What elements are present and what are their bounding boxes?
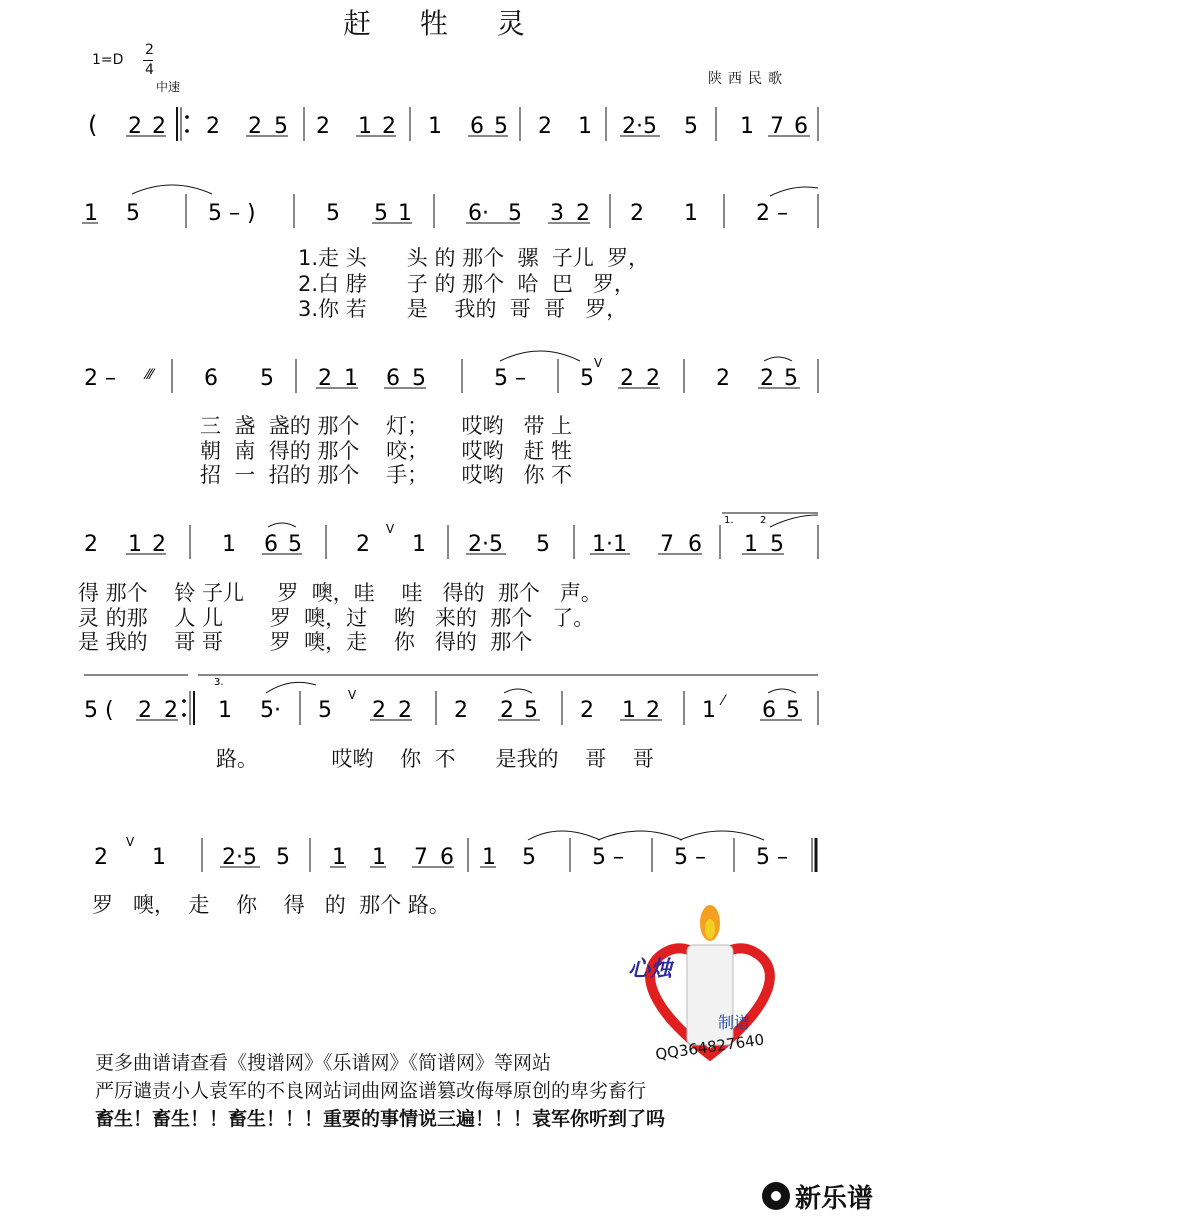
svg-text:2: 2 — [128, 114, 142, 139]
svg-text:5: 5 — [524, 698, 538, 723]
svg-text:1: 1 — [622, 698, 636, 723]
svg-text:1: 1 — [218, 698, 232, 723]
maker-label: 制谱 — [718, 1013, 751, 1032]
svg-text:2: 2 — [356, 532, 370, 557]
svg-text:5 –: 5 – — [494, 366, 526, 391]
site-logo-icon — [760, 1180, 792, 1212]
time-signature-line — [143, 60, 153, 61]
svg-text:2: 2 — [630, 201, 644, 226]
svg-text:5: 5 — [580, 366, 594, 391]
svg-text:⁄⁄⁄: ⁄⁄⁄ — [146, 367, 154, 383]
svg-text:5: 5 — [684, 114, 698, 139]
svg-text:5: 5 — [786, 698, 800, 723]
svg-text:1: 1 — [152, 845, 166, 870]
svg-text:2: 2 — [138, 698, 152, 723]
svg-text:1: 1 — [332, 845, 346, 870]
svg-text:5: 5 — [126, 201, 140, 226]
svg-text:5: 5 — [784, 366, 798, 391]
svg-text:1: 1 — [222, 532, 236, 557]
staff-3 — [80, 355, 820, 395]
time-signature-top: 2 — [145, 42, 154, 58]
svg-text:2: 2 — [500, 698, 514, 723]
staff-6 — [80, 834, 820, 874]
svg-text:6: 6 — [688, 532, 702, 557]
footer-note: 畜生！畜生！！畜生！！！重要的事情说三遍！！！袁军你听到了吗 — [95, 1108, 666, 1130]
svg-text:6: 6 — [794, 114, 808, 139]
lyrics-line: 是 我的 哥 哥 罗 噢，走 你 得的 那个 — [78, 630, 533, 654]
svg-text:2: 2 — [398, 698, 412, 723]
svg-text:5: 5 — [494, 114, 508, 139]
svg-text:2: 2 — [646, 366, 660, 391]
lyrics-line: 朝 南 得的 那个 咬； 哎哟 赶 牲 — [200, 439, 573, 463]
staff-2-notation — [80, 190, 820, 230]
svg-text:2: 2 — [94, 845, 108, 870]
staff-2 — [80, 190, 820, 230]
svg-text:2: 2 — [760, 515, 767, 526]
svg-text:1·1: 1·1 — [592, 532, 627, 557]
time-signature-bottom: 4 — [145, 62, 154, 78]
svg-text:5: 5 — [770, 532, 784, 557]
svg-text:5 (: 5 ( — [84, 698, 114, 723]
svg-text:5 –: 5 – — [592, 845, 624, 870]
svg-text:2·5: 2·5 — [468, 532, 503, 557]
svg-text:5·: 5· — [260, 698, 281, 723]
svg-text:5 –: 5 – — [756, 845, 788, 870]
maker-name: 心烛 — [628, 957, 673, 982]
staff-4-notation — [80, 515, 820, 561]
footer-note: 更多曲谱请查看《搜谱网》《乐谱网》《简谱网》等网站 — [95, 1052, 552, 1074]
svg-text:5 – ): 5 – ) — [208, 201, 256, 226]
svg-text:2 –: 2 – — [756, 201, 788, 226]
svg-text:7: 7 — [414, 845, 428, 870]
svg-text:⁄: ⁄ — [722, 693, 725, 709]
svg-text:V: V — [126, 835, 135, 849]
svg-text:5 –: 5 – — [674, 845, 706, 870]
lyrics-line: 2.白 脖 子 的 那个 哈 巴 罗， — [298, 272, 635, 296]
svg-text:3: 3 — [550, 201, 564, 226]
svg-text:2: 2 — [372, 698, 386, 723]
svg-text:6: 6 — [470, 114, 484, 139]
svg-text:2: 2 — [646, 698, 660, 723]
song-title: 赶 牲 灵 — [343, 7, 545, 40]
svg-text:5: 5 — [318, 698, 332, 723]
svg-text:5: 5 — [274, 114, 288, 139]
svg-text:2: 2 — [316, 114, 330, 139]
key-signature: 1=D — [92, 52, 124, 68]
svg-text:5: 5 — [326, 201, 340, 226]
lyrics-line: 招 一 招的 那个 手； 哎哟 你 不 — [200, 463, 573, 487]
svg-text:1: 1 — [740, 114, 754, 139]
svg-text:2: 2 — [716, 366, 730, 391]
svg-text:6: 6 — [440, 845, 454, 870]
svg-text:1: 1 — [358, 114, 372, 139]
svg-text:1: 1 — [372, 845, 386, 870]
svg-text:1: 1 — [84, 201, 98, 226]
svg-text:5: 5 — [276, 845, 290, 870]
lyrics-line: 罗 噢， 走 你 得 的 那个 路。 — [92, 893, 450, 917]
svg-text:5: 5 — [522, 845, 536, 870]
svg-text:1: 1 — [344, 366, 358, 391]
svg-text:2: 2 — [620, 366, 634, 391]
svg-text:1: 1 — [428, 114, 442, 139]
svg-text:5: 5 — [374, 201, 388, 226]
svg-text:5: 5 — [260, 366, 274, 391]
svg-text:1: 1 — [482, 845, 496, 870]
svg-text:V: V — [386, 522, 395, 536]
staff-3-notation — [80, 355, 820, 395]
lyrics-line: 得 那个 铃 子儿 罗 噢，哇 哇 得的 那个 声。 — [78, 581, 602, 605]
svg-text:6·: 6· — [468, 201, 489, 226]
svg-text:2: 2 — [318, 366, 332, 391]
svg-text:2: 2 — [760, 366, 774, 391]
svg-text:2: 2 — [538, 114, 552, 139]
lyrics-line: 三 盏 盏的 那个 灯； 哎哟 带 上 — [200, 414, 573, 438]
svg-text:3.: 3. — [214, 677, 224, 688]
svg-text:V: V — [348, 688, 357, 702]
svg-text:5: 5 — [536, 532, 550, 557]
lyrics-line: 灵 的那 人 儿 罗 噢，过 哟 来的 那个 了。 — [78, 606, 595, 630]
svg-text:5: 5 — [412, 366, 426, 391]
svg-text:7: 7 — [660, 532, 674, 557]
svg-text:2·5: 2·5 — [622, 114, 657, 139]
tempo-marking: 中速 — [156, 80, 181, 94]
svg-text:7: 7 — [770, 114, 784, 139]
svg-text:1: 1 — [684, 201, 698, 226]
svg-text:2: 2 — [152, 114, 166, 139]
staff-4 — [80, 515, 820, 561]
svg-text:5: 5 — [288, 532, 302, 557]
svg-text:2: 2 — [580, 698, 594, 723]
staff-6-notation — [80, 834, 820, 874]
svg-text:2: 2 — [382, 114, 396, 139]
svg-text:(: ( — [88, 111, 98, 139]
svg-text:1: 1 — [128, 532, 142, 557]
site-logo-text: 新乐谱 — [795, 1184, 874, 1214]
svg-text:2: 2 — [164, 698, 178, 723]
staff-5-notation — [80, 677, 820, 727]
lyrics-line: 1.走 头 头 的 那个 骡 子儿 罗， — [298, 246, 650, 270]
svg-text:2: 2 — [84, 532, 98, 557]
svg-text:2: 2 — [152, 532, 166, 557]
footer-note: 严厉谴责小人袁军的不良网站词曲网盗谱篡改侮辱原创的卑劣畜行 — [95, 1080, 647, 1102]
svg-text:1: 1 — [412, 532, 426, 557]
staff-5 — [80, 677, 820, 727]
svg-text:6: 6 — [762, 698, 776, 723]
svg-text:2: 2 — [576, 201, 590, 226]
lyrics-line: 路。 哎哟 你 不 是我的 哥 哥 — [216, 747, 654, 771]
svg-text:2: 2 — [248, 114, 262, 139]
svg-text:2·5: 2·5 — [222, 845, 257, 870]
svg-text:1: 1 — [744, 532, 758, 557]
maker-qq: QQ364827640 — [654, 1030, 766, 1064]
svg-text:6: 6 — [264, 532, 278, 557]
svg-text:1: 1 — [398, 201, 412, 226]
svg-text:1: 1 — [702, 698, 716, 723]
svg-text:2 –: 2 – — [84, 366, 116, 391]
svg-text:2: 2 — [454, 698, 468, 723]
svg-text:V: V — [594, 356, 603, 370]
song-source: 陕西民歌 — [708, 71, 788, 87]
svg-text:6: 6 — [386, 366, 400, 391]
staff-1-notation — [80, 103, 820, 143]
svg-text:1: 1 — [578, 114, 592, 139]
lyrics-line: 3.你 若 是 我的 哥 哥 罗， — [298, 297, 628, 321]
svg-text:6: 6 — [204, 366, 218, 391]
svg-text:5: 5 — [508, 201, 522, 226]
svg-text:1.: 1. — [724, 515, 734, 526]
svg-text:2: 2 — [206, 114, 220, 139]
staff-1 — [80, 103, 820, 143]
